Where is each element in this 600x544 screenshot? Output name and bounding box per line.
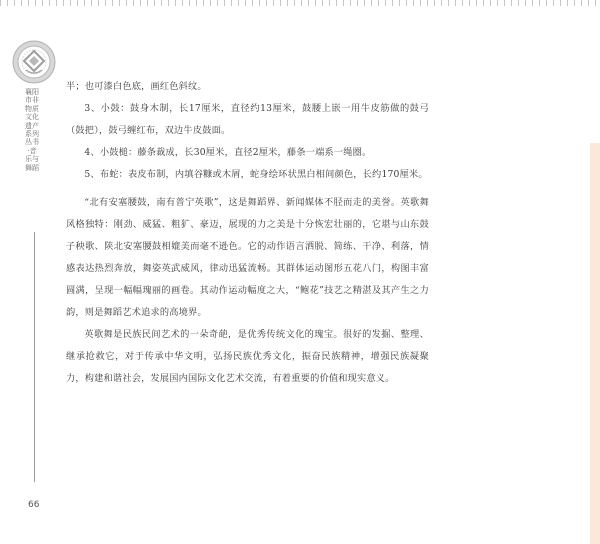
- paragraph: 4、小鼓槌：藤条裁成，长30厘米，直径2厘米，藤条一端系一绳圈。: [84, 147, 372, 158]
- top-edge-ticks: [0, 0, 600, 6]
- paragraph: 半；也可漆白色底，画红色斜纹。: [66, 81, 207, 92]
- paragraph: “北有安塞腰鼓，南有普宁英歌”，这是舞蹈界、新闻媒体不胫而走的美誉。英歌舞风格独特：刚劲、威猛、粗犷、豪迈，展现的力之美是十分恢宏壮丽的，它堪与山东鼓子秧歌、陕北安塞腰鼓相媲美而毫不逊色。它的动作语言洒脱、简练、干净、利落，情感表达热烈奔放，舞姿英武威风，律动迅猛流畅。其群体运动图形五花八门，构图丰富圆满，呈现一幅幅瑰丽的画卷。其动作运动幅度之大，“鲍花”技艺之精湛及其产生之力韵，则是舞蹈艺术追求的高境界。: [66, 197, 429, 318]
- paragraph: 3、小鼓：鼓身木制，长17厘米，直径约13厘米，鼓腰上嵌一用牛皮筋做的鼓弓（鼓把），鼓弓缠红布，双边牛皮鼓面。: [66, 103, 429, 136]
- body-text: [66, 76, 429, 390]
- paragraph: 英歌舞是民族民间艺术的一朵奇葩，是优秀传统文化的瑰宝。很好的发掘、整理、继承抢救它，对于传承中华文明，弘扬民族优秀文化，振奋民族精神，增强民族凝聚力，构建和谐社会，发展国内国际文化艺术交流，有着重要的价值和现实意义。: [66, 329, 429, 384]
- paragraph: 5、布蛇：表皮布制，内填谷糠或木屑，蛇身绘环状黑白相间颜色，长约170厘米。: [84, 169, 428, 180]
- margin-strip: [590, 143, 600, 544]
- emblem-icon: [12, 40, 56, 84]
- page-number: 66: [28, 500, 40, 510]
- sidebar-divider: [34, 232, 35, 482]
- series-title: 襄阳市非物质文化遗产系列丛书·音乐与舞蹈: [25, 88, 39, 172]
